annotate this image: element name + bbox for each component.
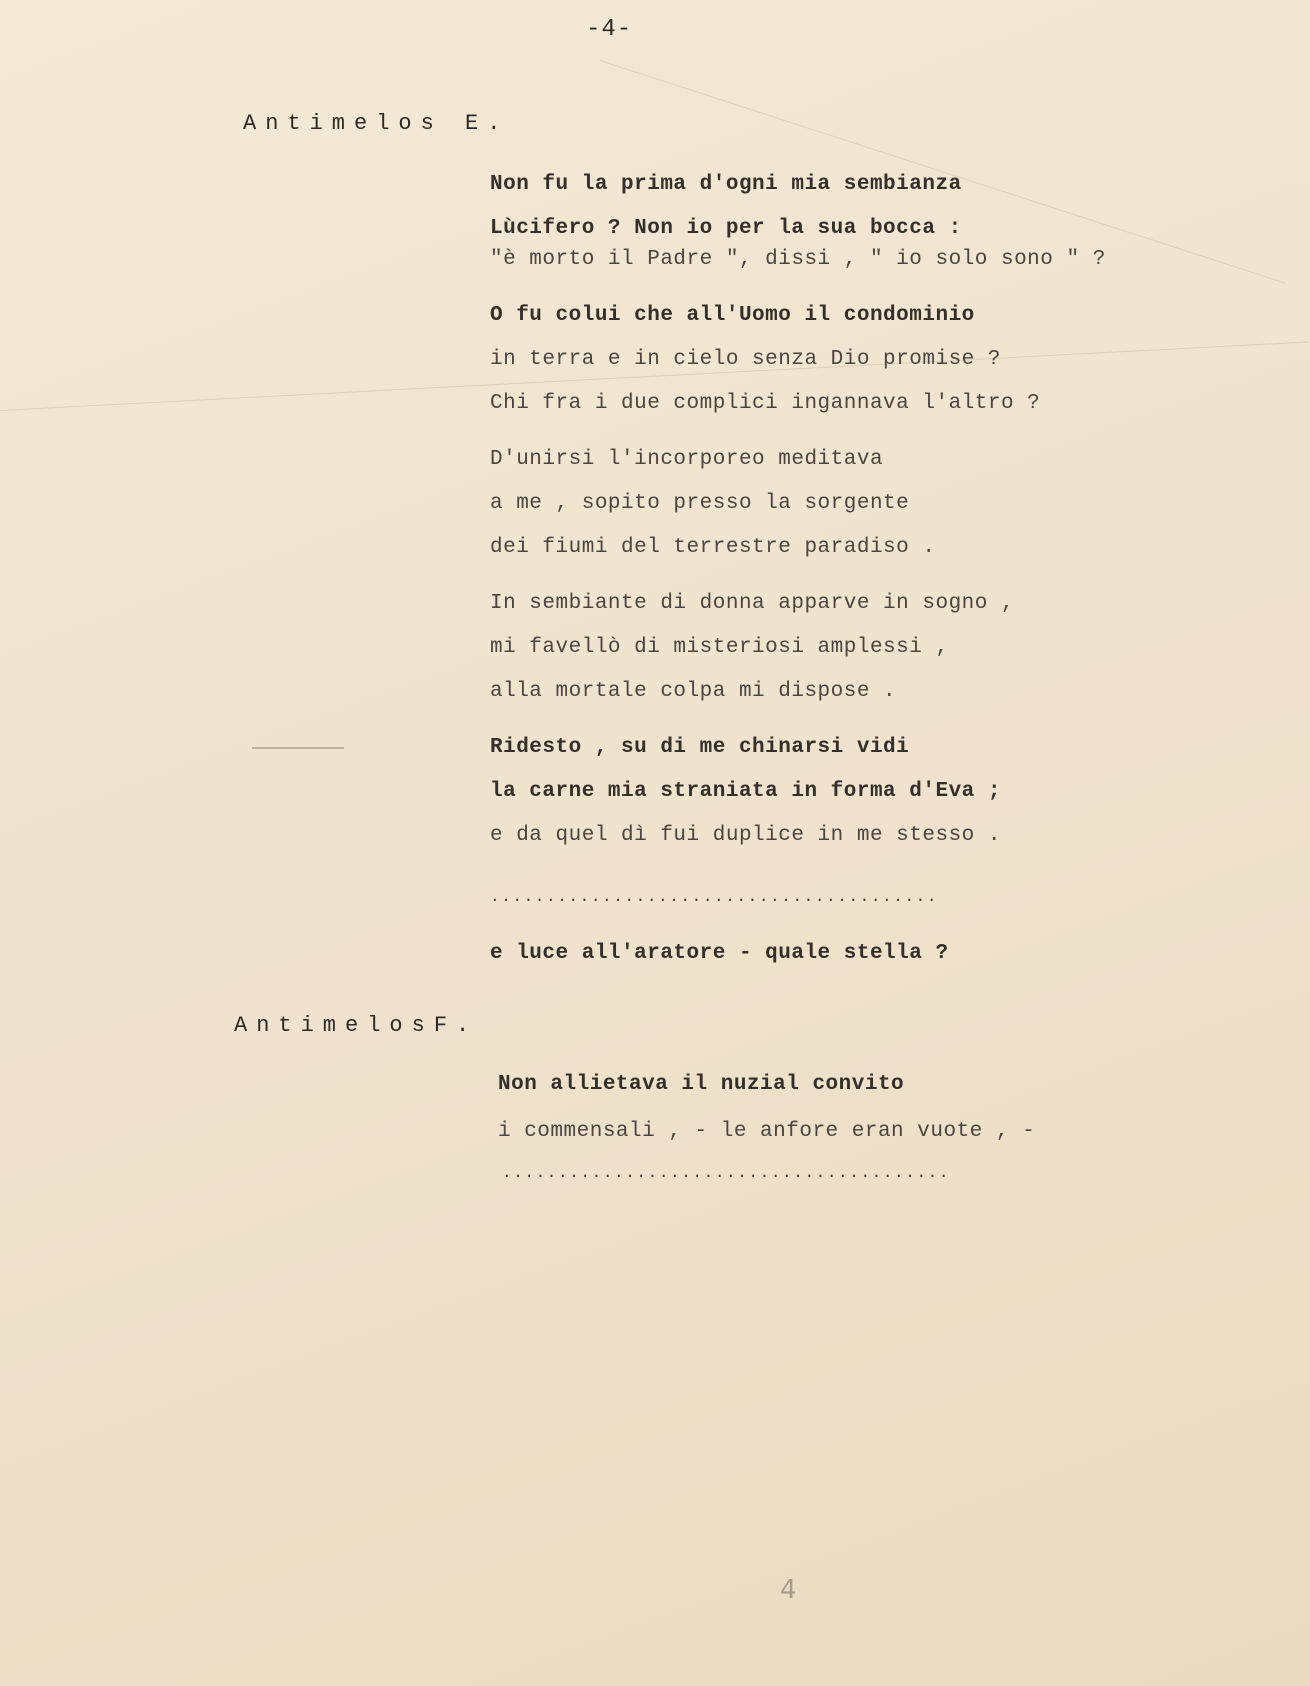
verse-line: Chi fra i due complici ingannava l'altro ? [490,392,1041,415]
ellipsis-separator: ........................................ [502,1164,951,1182]
verse-line: a me , sopito presso la sorgente [490,492,910,515]
verse-line: e da quel dì fui duplice in me stesso . [490,824,1001,847]
verse-line: in terra e in cielo senza Dio promise ? [490,348,1001,371]
verse-line: Non fu la prima d'ogni mia sembianza [490,173,962,196]
verse-line: D'unirsi l'incorporeo meditava [490,448,884,471]
verse-line: "è morto il Padre ", dissi , " io solo sono " ? [490,248,1106,271]
verse-line: mi favellò di misteriosi amplessi , [490,636,949,659]
verse-line: alla mortale colpa mi dispose . [490,680,897,703]
verse-line: In sembiante di donna apparve in sogno , [490,592,1015,615]
verse-line: Ridesto , su di me chinarsi vidi [490,736,910,759]
page-number: -4- [586,16,633,43]
verse-line: dei fiumi del terrestre paradiso . [490,536,936,559]
section-heading-f: AntimelosF. [234,1013,479,1038]
verse-line: i commensali , - le anfore eran vuote , - [498,1120,1036,1143]
verse-line: Lùcifero ? Non io per la sua bocca : [490,217,962,240]
ellipsis-separator: ........................................ [490,888,939,906]
verse-line: la carne mia straniata in forma d'Eva ; [490,780,1001,803]
stray-typewriter-mark [252,747,344,749]
verse-line: O fu colui che all'Uomo il condominio [490,304,975,327]
pencil-page-number: 4 [780,1575,797,1605]
section-heading-e: Antimelos E. [243,111,510,136]
verse-line: Non allietava il nuzial convito [498,1073,905,1096]
verse-line: e luce all'aratore - quale stella ? [490,942,949,965]
